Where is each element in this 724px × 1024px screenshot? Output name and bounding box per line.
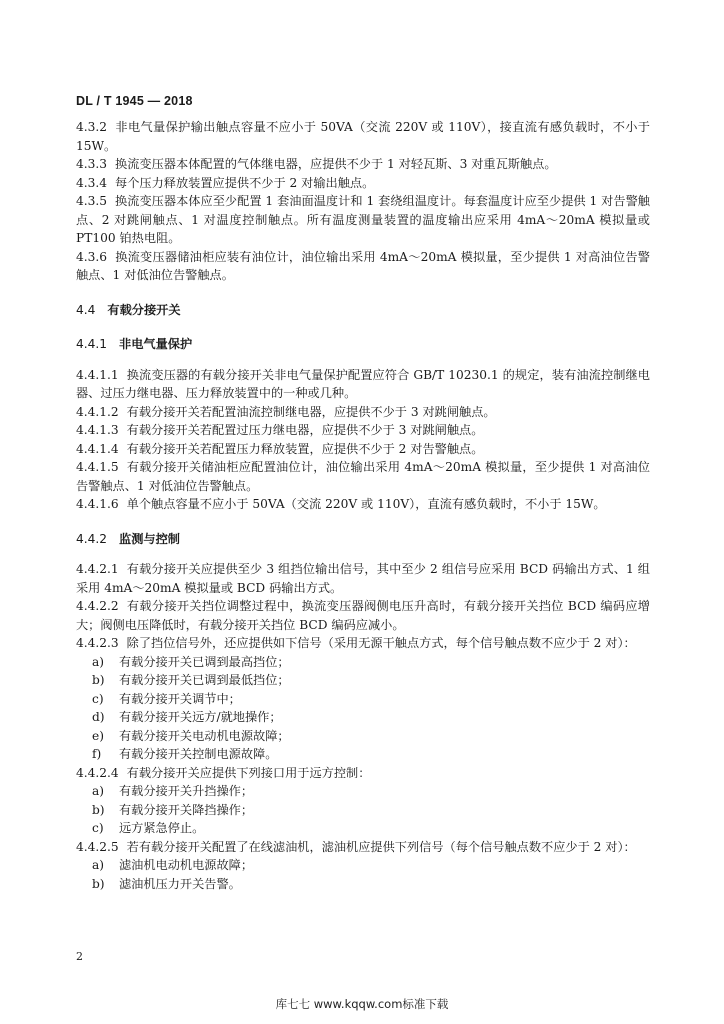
clause-4-4-2-3	[76, 634, 650, 653]
list-text: 有载分接开关远方/就地操作；	[119, 710, 282, 724]
clause-text: 单个触点容量不应小于 50VA（交流 220V 或 110V），直流有感负载时，不小于 15W。	[126, 497, 606, 511]
clause-text: 除了挡位信号外，还应提供如下信号（采用无源干触点方式，每个信号触点数不应少于 2 对）：	[126, 636, 636, 650]
clause-4-4-1-4	[76, 440, 650, 459]
download-footer: 库七七 www.kqqw.com标准下载	[275, 997, 449, 1011]
list-text: 滤油机压力开关告警。	[119, 876, 241, 891]
section-heading-4-4	[76, 301, 650, 320]
clause-number: 4.3.6	[76, 249, 108, 264]
clause-number: 4.4.2.5	[76, 839, 119, 854]
clause-number: 4.4.1.2	[76, 404, 119, 419]
list-text: 有载分接开关升挡操作；	[119, 784, 254, 798]
clause-number: 4.3.5	[76, 194, 108, 208]
list-text: 有载分接开关控制电源故障。	[119, 747, 278, 761]
clause-4-3-5	[76, 192, 650, 248]
list-item	[76, 690, 650, 709]
list-text: 有载分接开关已调到最低挡位；	[119, 673, 290, 687]
section-title: 非电气量保护	[119, 337, 193, 351]
list-marker: b)	[92, 802, 105, 817]
clause-number: 4.4.2.3	[76, 636, 119, 650]
clause-text: 有载分接开关若配置压力释放装置，应提供不少于 2 对告警触点。	[126, 441, 484, 456]
list-marker: b)	[92, 876, 105, 891]
clause-text: 换流变压器储油柜应装有油位计，油位输出采用 4mA～20mA 模拟量，至少提供 1 对高油位告警触点、1 对低油位告警触点。	[76, 249, 650, 282]
section-number: 4.4.1	[76, 337, 108, 351]
standard-code-header: DL / T 1945 — 2018	[76, 94, 193, 108]
list-marker: b)	[92, 673, 105, 687]
clause-4-3-2	[76, 118, 650, 155]
clause-number: 4.3.4	[76, 175, 108, 190]
clause-text: 每个压力释放装置应提供不少于 2 对输出触点。	[115, 175, 375, 190]
list-item	[76, 875, 650, 894]
clause-number: 4.4.1.4	[76, 441, 119, 456]
page-number: 2	[76, 950, 83, 963]
clause-text: 有载分接开关若配置油流控制继电器，应提供不少于 3 对跳闸触点。	[126, 404, 496, 419]
clause-text: 若有载分接开关配置了在线滤油机，滤油机应提供下列信号（每个信号触点数不应少于 2 对）：	[126, 839, 636, 854]
list-item	[76, 708, 650, 727]
list-item	[76, 671, 650, 690]
list-marker: f)	[92, 747, 102, 761]
clause-4-4-1-5	[76, 458, 650, 495]
list-marker: a)	[92, 858, 105, 872]
clause-number: 4.4.1.5	[76, 460, 119, 474]
page-content	[76, 118, 650, 893]
clause-4-3-3	[76, 155, 650, 174]
list-item	[76, 653, 650, 672]
list-marker: c)	[92, 821, 104, 835]
list-item	[76, 745, 650, 764]
clause-number: 4.4.2.2	[76, 599, 119, 613]
clause-4-3-4	[76, 174, 650, 193]
list-item	[76, 727, 650, 746]
clause-number: 4.4.2.1	[76, 562, 119, 576]
list-marker: c)	[92, 691, 104, 706]
list-marker: a)	[92, 784, 105, 798]
section-heading-4-4-2	[76, 530, 650, 549]
clause-number: 4.3.3	[76, 157, 108, 171]
list-item	[76, 819, 650, 838]
clause-4-4-1-3	[76, 421, 650, 440]
clause-text: 换流变压器本体配置的气体继电器，应提供不少于 1 对轻瓦斯、3 对重瓦斯触点。	[115, 157, 557, 171]
clause-number: 4.4.2.4	[76, 765, 119, 780]
section-title: 监测与控制	[119, 531, 180, 546]
clause-text: 有载分接开关若配置过压力继电器，应提供不少于 3 对跳闸触点。	[126, 423, 484, 437]
section-heading-4-4-1	[76, 335, 650, 354]
list-text: 有载分接开关降挡操作；	[119, 802, 254, 817]
clause-text: 换流变压器本体应至少配置 1 套油面温度计和 1 套绕组温度计。每套温度计应至少提供 1 对告警触点、2 对跳闸触点、1 对温度控制触点。所有温度测量装置的温度输出应采用 4mA～20mA 模拟量或 PT100 铂热电阻。	[76, 194, 650, 245]
clause-number: 4.4.1.6	[76, 497, 119, 511]
clause-4-3-6	[76, 248, 650, 285]
clause-number: 4.4.1.1	[76, 367, 119, 382]
list-marker: d)	[92, 710, 105, 724]
list-text: 滤油机电动机电源故障；	[119, 858, 254, 872]
clause-text: 有载分接开关应提供下列接口用于远方控制：	[126, 765, 371, 780]
clause-4-4-2-1	[76, 560, 650, 597]
clause-4-4-2-4	[76, 764, 650, 783]
section-title: 有载分接开关	[107, 302, 181, 317]
clause-text: 有载分接开关挡位调整过程中，换流变压器阀侧电压升高时，有载分接开关挡位 BCD 编码应增大；阀侧电压降低时，有载分接开关挡位 BCD 编码应减小。	[76, 599, 650, 632]
list-text: 有载分接开关电动机电源故障；	[119, 728, 290, 743]
list-text: 有载分接开关调节中；	[119, 691, 241, 706]
list-item	[76, 782, 650, 801]
list-item	[76, 856, 650, 875]
section-number: 4.4	[76, 302, 96, 317]
clause-text: 换流变压器的有载分接开关非电气量保护配置应符合 GB/T 10230.1 的规定，装有油流控制继电器、过压力继电器、压力释放装置中的一种或几种。	[76, 367, 650, 400]
clause-4-4-1-2	[76, 403, 650, 422]
clause-4-4-2-5	[76, 838, 650, 857]
clause-4-4-1-6	[76, 495, 650, 514]
list-marker: e)	[92, 728, 104, 743]
clause-text: 有载分接开关应提供至少 3 组挡位输出信号，其中至少 2 组信号应采用 BCD 码输出方式、1 组采用 4mA～20mA 模拟量或 BCD 码输出方式。	[76, 562, 650, 595]
list-text: 远方紧急停止。	[119, 821, 205, 835]
clause-4-4-1-1	[76, 366, 650, 403]
list-item	[76, 801, 650, 820]
clause-text: 非电气量保护输出触点容量不应小于 50VA（交流 220V 或 110V），接直流有感负载时，不小于 15W。	[76, 120, 650, 153]
clause-number: 4.3.2	[76, 120, 108, 134]
list-marker: a)	[92, 654, 105, 669]
clause-number: 4.4.1.3	[76, 423, 119, 437]
list-text: 有载分接开关已调到最高挡位；	[119, 654, 290, 669]
clause-text: 有载分接开关储油柜应配置油位计，油位输出采用 4mA～20mA 模拟量，至少提供 1 对高油位告警触点、1 对低油位告警触点。	[76, 460, 650, 493]
section-number: 4.4.2	[76, 531, 108, 546]
clause-4-4-2-2	[76, 597, 650, 634]
